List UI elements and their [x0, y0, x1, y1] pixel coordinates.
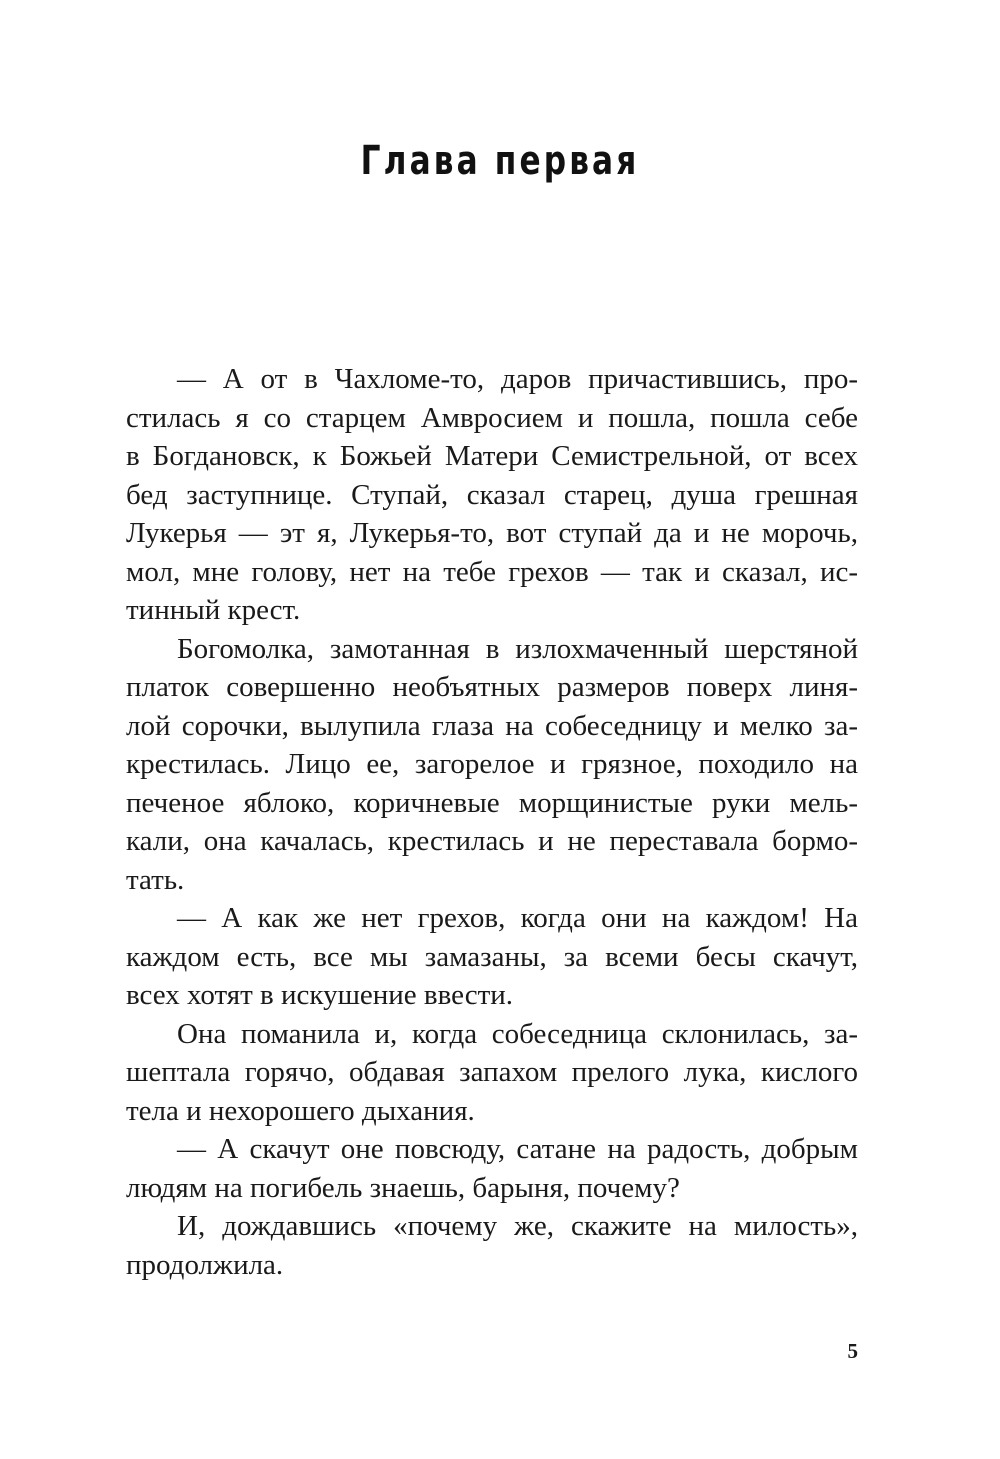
text-line: продолжила. [126, 1248, 284, 1281]
text-line: — А как же нет грехов, когда они на каждом! На [177, 902, 858, 934]
text-line: бед заступнице. Ступай, сказал старец, душа грешная [126, 478, 858, 511]
text-line: тела и нехорошего дыхания. [126, 1094, 475, 1127]
text-line: платок совершенно необъятных размеров поверх линя- [126, 671, 858, 703]
text-line: Богомолка, замотанная в излохмаченный шерстяной [177, 632, 858, 665]
text-line: мол, мне голову, нет на тебе грехов — так и сказал, ис- [126, 555, 858, 588]
text-line: И, дождавшись «почему же, скажите на милость», [177, 1210, 858, 1242]
text-line: тинный крест. [126, 594, 301, 626]
body-text [126, 360, 858, 1284]
text-line: людям на погибель знаешь, барыня, почему? [126, 1171, 680, 1204]
text-line: каждом есть, все мы замазаны, за всеми бесы скачут, [126, 940, 858, 973]
text-line: стилась я со старцем Амвросием и пошла, пошла себе [126, 401, 858, 434]
text-line: — А от в Чахломе-то, даров причастившись, про- [177, 363, 858, 395]
text-line: печеное яблоко, коричневые морщинистые руки мель- [126, 786, 858, 819]
text-line: лой сорочки, вылупила глаза на собеседницу и мелко за- [126, 709, 858, 742]
text-line: в Богдановск, к Божьей Матери Семистрельной, от всех [126, 440, 858, 472]
text-line: — А скачут оне повсюду, сатане на радость, добрым [177, 1133, 858, 1165]
paragraph [126, 1015, 858, 1131]
paragraph [126, 1207, 858, 1284]
text-line: Лукерья — эт я, Лукерья-то, вот ступай да и не морочь, [126, 517, 858, 549]
text-line: тать. [126, 863, 185, 896]
text-line: Она поманила и, когда собеседница склонилась, за- [177, 1017, 858, 1050]
chapter-title: Глава первая [360, 138, 640, 184]
text-line: всех хотят в искушение ввести. [126, 979, 514, 1011]
text-line: кали, она качалась, крестилась и не переставала бормо- [126, 825, 858, 857]
paragraph [126, 360, 858, 630]
text-line: шептала горячо, обдавая запахом прелого лука, кислого [126, 1056, 858, 1088]
page-number: 5 [847, 1339, 858, 1363]
paragraph [126, 899, 858, 1015]
paragraph [126, 630, 858, 900]
paragraph [126, 1130, 858, 1207]
text-line: крестилась. Лицо ее, загорелое и грязное, походило на [126, 748, 858, 780]
